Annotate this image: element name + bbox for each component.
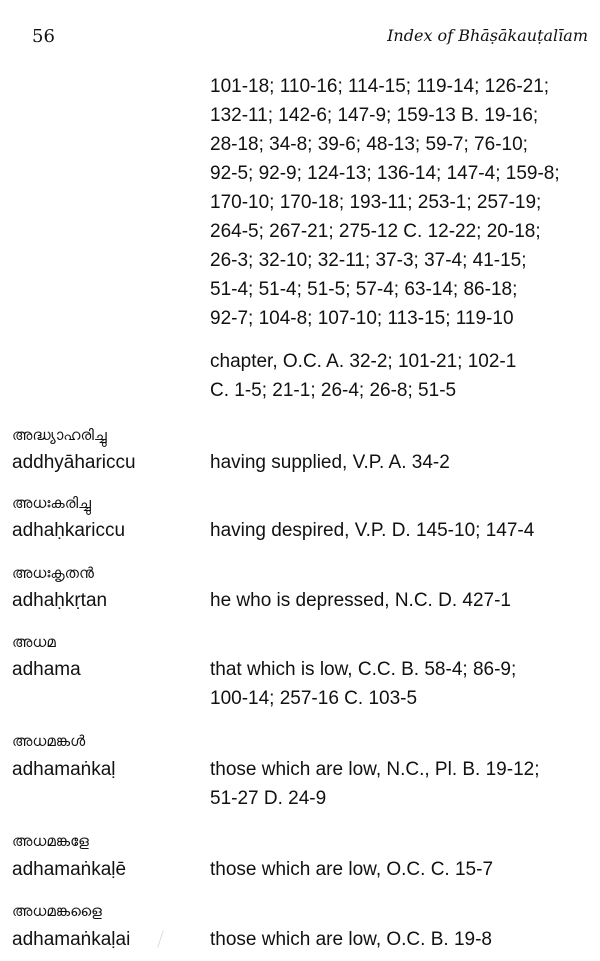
entry-malayalam-headword: അധഃകരിച്ചു bbox=[12, 494, 91, 512]
entry-malayalam-headword: അധമങ്കളൈ bbox=[12, 902, 102, 920]
entry-transliteration: adhamaṅkaḷ bbox=[12, 759, 116, 780]
entry-gloss bbox=[210, 586, 586, 615]
entry-gloss bbox=[210, 925, 586, 954]
gloss-line: that which is low, C.C. B. 58-4; 86-9; bbox=[210, 659, 517, 680]
entry-gloss bbox=[210, 448, 586, 477]
entry-malayalam-headword: അദ്ധ്യാഹരിച്ചു bbox=[12, 426, 107, 444]
reference-line: 170-10; 170-18; 193-11; 253-1; 257-19; bbox=[210, 192, 542, 213]
entry-transliteration: adhaḥkṛtan bbox=[12, 590, 108, 611]
entry-gloss bbox=[210, 855, 586, 884]
entry-gloss bbox=[210, 755, 586, 813]
gloss-line: 100-14; 257-16 C. 103-5 bbox=[210, 688, 418, 709]
reference-line: chapter, O.C. A. 32-2; 101-21; 102-1 bbox=[210, 351, 517, 372]
entry-transliteration: adhaḥkariccu bbox=[12, 520, 126, 541]
continuation-references bbox=[210, 72, 586, 333]
reference-line: 92-5; 92-9; 124-13; 136-14; 147-4; 159-8; bbox=[210, 163, 560, 184]
entry-gloss bbox=[210, 516, 586, 545]
entry-transliteration: addhyāhariccu bbox=[12, 452, 136, 473]
entry-transliteration: adhamaṅkaḷai bbox=[12, 929, 131, 950]
gloss-line: having despired, V.P. D. 145-10; 147-4 bbox=[210, 520, 535, 541]
running-title: Index of Bhāṣākauṭalīam bbox=[387, 26, 588, 45]
gloss-line: those which are low, O.C. B. 19-8 bbox=[210, 929, 492, 950]
entry-malayalam-headword: അധമങ്കൾ bbox=[12, 732, 86, 750]
page-header bbox=[12, 26, 588, 50]
reference-line: 101-18; 110-16; 114-15; 119-14; 126-21; bbox=[210, 76, 550, 97]
gloss-line: those which are low, N.C., Pl. B. 19-12; bbox=[210, 759, 540, 780]
gloss-line: he who is depressed, N.C. D. 427-1 bbox=[210, 590, 511, 611]
entry-transliteration: adhama bbox=[12, 659, 81, 680]
page-number: 56 bbox=[32, 26, 55, 47]
entry-malayalam-headword: അധഃകൃതൻ bbox=[12, 564, 94, 582]
gloss-line: 51-27 D. 24-9 bbox=[210, 788, 327, 809]
reference-line: 26-3; 32-10; 32-11; 37-3; 37-4; 41-15; bbox=[210, 250, 527, 271]
reference-line: 264-5; 267-21; 275-12 C. 12-22; 20-18; bbox=[210, 221, 541, 242]
reference-line: 51-4; 51-4; 51-5; 57-4; 63-14; 86-18; bbox=[210, 279, 518, 300]
entry-gloss bbox=[210, 655, 586, 713]
gloss-line: those which are low, O.C. C. 15-7 bbox=[210, 859, 494, 880]
entry-malayalam-headword: അധമ bbox=[12, 633, 56, 651]
continuation-sub-entry bbox=[210, 347, 586, 405]
reference-line: 28-18; 34-8; 39-6; 48-13; 59-7; 76-10; bbox=[210, 134, 528, 155]
gloss-line: having supplied, V.P. A. 34-2 bbox=[210, 452, 450, 473]
reference-line: 132-11; 142-6; 147-9; 159-13 B. 19-16; bbox=[210, 105, 539, 126]
entry-malayalam-headword: അധമങ്കളേ bbox=[12, 832, 89, 850]
scan-mark bbox=[157, 930, 164, 947]
reference-line: C. 1-5; 21-1; 26-4; 26-8; 51-5 bbox=[210, 380, 457, 401]
reference-line: 92-7; 104-8; 107-10; 113-15; 119-10 bbox=[210, 308, 514, 329]
entry-transliteration: adhamaṅkaḷē bbox=[12, 859, 127, 880]
